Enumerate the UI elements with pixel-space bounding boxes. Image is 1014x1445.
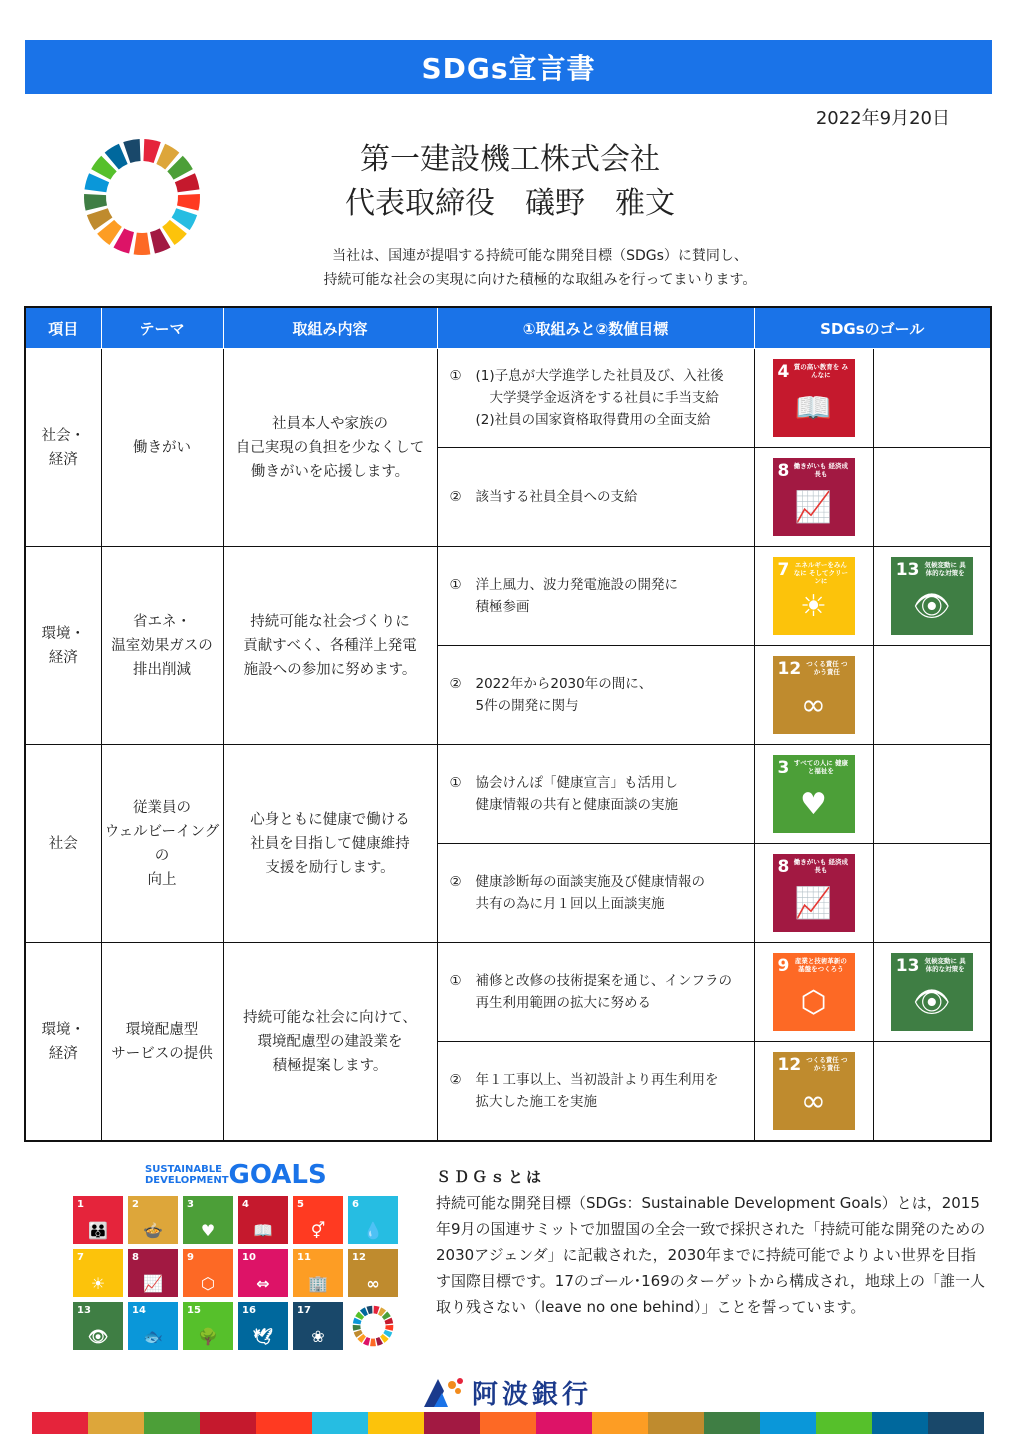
text-line: 心身ともに健康で働ける [250,811,410,828]
goal-label: 質の高い教育を みんなに [793,363,849,379]
sdg-wheel-mini-icon [348,1302,398,1350]
bank-mark-icon [420,1375,464,1409]
wheel-segment [123,139,140,163]
target-mark: ① [449,577,462,593]
sdg-mini-goal-15-icon [183,1302,233,1350]
text-line: 経済 [48,649,78,666]
text-line: 環境・ [41,625,85,642]
goal-glyph: ∞ [801,1084,826,1119]
mini-goal-glyph: 🐟 [143,1327,163,1346]
target-line: 積極参画 [475,599,530,615]
text-line: 持続可能な社会に向けて、 [243,1009,417,1026]
goal-label: 気候変動に 具体的な対策を [924,957,966,973]
text-line: 施設への参加に努めます。 [243,661,417,678]
goal-glyph: ∞ [801,688,826,723]
target-1-cell [437,547,754,646]
mini-goal-glyph: ⚥ [310,1221,326,1240]
sdg-mini-goal-10-icon [238,1249,288,1297]
logo-line2: DEVELOPMENT [145,1175,229,1186]
goal-glyph: 📖 [794,391,833,426]
mini-goal-number: 15 [187,1305,201,1316]
content-cell [223,745,437,943]
wheel-segment [84,194,107,211]
sdg-goal-7-icon [773,557,855,635]
mini-goal-number: 8 [132,1252,139,1263]
mini-goal-glyph: 📈 [143,1274,163,1293]
target-line: 再生利用範囲の拡大に努める [475,995,651,1011]
goal-number: 13 [895,956,920,976]
mini-goal-glyph: 👁 [87,1327,109,1346]
mini-goal-glyph: 🌳 [198,1327,218,1346]
target-1-cell [437,745,754,844]
goal-cell [754,745,873,844]
target-line: 大学奨学金返済をする社員に手当支給 [489,390,719,406]
mini-goal-number: 7 [77,1252,84,1263]
theme-cell [101,745,223,943]
stripe-segment [32,1412,88,1434]
target-mark: ② [449,676,462,692]
category-cell [25,745,101,943]
wheel-segment [177,194,200,211]
about-heading: ＳＤＧｓとは [436,1168,545,1186]
mini-goal-number: 1 [77,1199,84,1210]
text-line: ウェルビーイングの [104,823,220,864]
mini-goal-number: 5 [297,1199,304,1210]
declaration-date: 2022年9月20日 [815,108,950,129]
mini-wheel-icon [352,1305,394,1347]
company-block [300,138,720,226]
sdg-goal-13-icon [891,953,973,1031]
stripe-segment [88,1412,144,1434]
goal-glyph: 👁 [912,589,951,624]
sdg-goal-12-icon [773,656,855,734]
goal-cell [754,547,873,646]
wheel-segment [353,1325,361,1331]
target-line: (2)社員の国家資格取得費用の全面支給 [475,412,711,428]
goal-cell-empty [873,646,991,745]
mini-goal-glyph: ☀ [90,1274,106,1293]
goal-cell [754,943,873,1042]
color-stripe [32,1412,984,1434]
goal-number: 13 [895,560,920,580]
text-line: 働きがい [133,439,191,456]
text-line: 環境配慮型の建設業を [257,1033,403,1050]
goal-cell-empty [873,448,991,547]
table-row [25,349,991,448]
text-line: 持続可能な社会づくりに [250,613,410,630]
mini-goal-number: 14 [132,1305,146,1316]
mini-goal-glyph: ❀ [311,1327,325,1346]
header-category: 項目 [25,307,101,349]
mini-goal-glyph: ⬡ [201,1274,215,1293]
text-line: 経済 [48,1045,78,1062]
mini-goal-glyph: ⇔ [256,1274,270,1293]
wheel-segment [374,1306,380,1314]
text-line: 自己実現の負担を少なくして [235,439,425,456]
goal-glyph: 📈 [794,886,833,921]
mini-goal-glyph: 💧 [363,1221,383,1240]
goal-cell-empty [873,745,991,844]
sdg-goal-8-icon [773,854,855,932]
header-targets: ①取組みと②数値目標 [437,307,754,349]
bank-name: 阿波銀行 [472,1379,593,1410]
goal-glyph: 👁 [912,985,951,1020]
sdg-goal-12-icon [773,1052,855,1130]
target-line: (1)子息が大学進学した社員及び、入社後 [475,368,724,384]
mini-goal-glyph: ♥ [200,1221,216,1240]
goal-label: すべての人に 健康と福祉を [793,759,848,775]
target-mark: ② [449,874,462,890]
text-line: サービスの提供 [111,1045,213,1062]
stripe-segment [312,1412,368,1434]
sdgs-goals-grid [73,1196,399,1352]
sdg-mini-goal-9-icon [183,1249,233,1297]
goal-glyph: ⬡ [800,985,827,1020]
sdg-mini-goal-5-icon [293,1196,343,1244]
sdg-goal-3-icon [773,755,855,833]
sdg-mini-goal-7-icon [73,1249,123,1297]
bank-logo [420,1372,620,1412]
stripe-segment [816,1412,872,1434]
goal-cell [754,349,873,448]
wheel-segment [134,233,151,255]
stripe-segment [424,1412,480,1434]
sdg-mini-goal-16-icon [238,1302,288,1350]
target-1-cell [437,943,754,1042]
target-2-cell [437,646,754,745]
sdg-mini-goal-4-icon [238,1196,288,1244]
stripe-segment [648,1412,704,1434]
mini-goal-number: 10 [242,1252,256,1263]
target-mark: ① [449,368,462,384]
content-cell [223,547,437,745]
target-line: 2022年から2030年の間に、 [475,676,653,692]
target-line: 健康情報の共有と健康面談の実施 [475,797,678,813]
text-line: 貢献すべく、各種洋上発電 [243,637,417,654]
sdg-mini-goal-12-icon [348,1249,398,1297]
goal-glyph: ♥ [800,787,827,822]
target-mark: ① [449,973,462,989]
wheel-segment [385,1325,393,1331]
stripe-segment [200,1412,256,1434]
target-line: 協会けんぽ「健康宣言」も活用し [475,775,678,791]
mini-goal-number: 9 [187,1252,194,1263]
sdgs-table [24,306,992,1142]
category-cell [25,547,101,745]
mini-goal-number: 3 [187,1199,194,1210]
table-row [25,943,991,1042]
sdg-mini-goal-11-icon [293,1249,343,1297]
mini-goal-number: 2 [132,1199,139,1210]
sdg-mini-goal-14-icon [128,1302,178,1350]
stripe-segment [592,1412,648,1434]
mini-goal-number: 6 [352,1199,359,1210]
text-line: 支援を励行します。 [265,859,395,876]
sdg-mini-goal-17-icon [293,1302,343,1350]
goal-label: 産業と技術革新の 基盤をつくろう [794,957,847,973]
mini-goal-number: 13 [77,1305,91,1316]
wheel-segment [366,1306,372,1314]
stripe-segment [368,1412,424,1434]
text-line: 排出削減 [133,661,191,678]
category-cell [25,943,101,1142]
goal-cell-empty [873,349,991,448]
target-line: 洋上風力、波力発電施設の開発に [475,577,678,593]
sdg-mini-goal-13-icon [73,1302,123,1350]
target-2-cell [437,448,754,547]
goal-number: 7 [777,560,790,580]
table-row [25,745,991,844]
goal-label: 働きがいも 経済成長も [793,858,849,874]
mini-goal-glyph: 🏢 [308,1274,328,1293]
theme-cell [101,943,223,1142]
goal-cell [873,547,991,646]
mini-goal-number: 12 [352,1252,366,1263]
goal-label: 気候変動に 具体的な対策を [924,561,966,577]
sdg-mini-goal-6-icon [348,1196,398,1244]
goal-cell-empty [873,1042,991,1142]
target-1-cell [437,349,754,448]
goal-cell [754,448,873,547]
category-cell [25,349,101,547]
sdg-mini-goal-3-icon [183,1196,233,1244]
goal-cell [754,1042,873,1142]
logo-line1: SUSTAINABLE [145,1164,222,1175]
stripe-segment [760,1412,816,1434]
target-line: 5件の開発に関与 [475,698,579,714]
text-line: 社員を目指して健康維持 [250,835,410,852]
sdg-goal-9-icon [773,953,855,1031]
target-mark: ② [449,1072,462,1088]
content-cell [223,349,437,547]
text-line: 環境配慮型 [125,1021,199,1038]
table-header [25,307,991,349]
header-goals: SDGsのゴール [754,307,991,349]
mini-goal-glyph: 🍲 [143,1221,163,1240]
mini-goal-glyph: 🕊 [252,1327,274,1346]
stripe-segment [256,1412,312,1434]
text-line: 環境・ [41,1021,85,1038]
target-line: 拡大した施工を実施 [475,1094,597,1110]
wheel-segment [370,1338,376,1346]
mini-goal-glyph: 👪 [88,1221,108,1240]
text-line: 働きがいを応援します。 [250,463,410,480]
wheel-segment [143,139,160,163]
sdgs-goals-logo [145,1160,335,1190]
sdg-goal-4-icon [773,359,855,437]
text-line: 省エネ・ [133,613,191,630]
intro-line: 当社は、国連が提唱する持続可能な開発目標（SDGs）に賛同し、 [332,248,748,264]
theme-cell [101,349,223,547]
goal-cell [873,943,991,1042]
text-line: 社会・ [41,427,85,444]
sdg-mini-goal-2-icon [128,1196,178,1244]
target-line: 補修と改修の技術提案を通じ、インフラの [475,973,732,989]
goal-cell-empty [873,844,991,943]
text-line: 経済 [48,451,78,468]
stripe-segment [480,1412,536,1434]
mini-goal-glyph: ∞ [366,1274,380,1293]
goal-glyph: 📈 [794,490,833,525]
stripe-segment [872,1412,928,1434]
header-theme: テーマ [101,307,223,349]
mini-goal-number: 4 [242,1199,249,1210]
target-line: 年１工事以上、当初設計より再生利用を [475,1072,719,1088]
page-title: SDGs宣言書 [25,40,992,94]
goal-number: 9 [777,956,790,976]
intro-text [290,244,790,292]
stripe-segment [928,1412,984,1434]
stripe-segment [704,1412,760,1434]
goal-glyph: ☀ [800,589,827,624]
goal-number: 8 [777,857,790,877]
goal-number: 12 [777,659,802,679]
text-line: 社員本人や家族の [272,415,388,432]
text-line: 従業員の [133,799,191,816]
target-2-cell [437,844,754,943]
mini-goal-number: 17 [297,1305,311,1316]
about-text: 持続可能な開発目標（SDGs：Sustainable Development Goals）とは，2015年9月の国連サミットで加盟国の全会一致で採択された「持続可能な開発のための2030アジェンダ」に記載された，2030年までに持続可能でよりよい世界を目指す国際目標です。17のゴール･169のターゲットから構成され，地球上の「誰一人取り残さない（leave no one behind）」ことを誓っています。 [436,1194,986,1316]
table-row [25,547,991,646]
goal-cell [754,844,873,943]
sdg-mini-goal-1-icon [73,1196,123,1244]
text-line: 向上 [147,871,177,888]
mini-goal-number: 11 [297,1252,311,1263]
theme-cell [101,547,223,745]
sdg-goal-13-icon [891,557,973,635]
content-cell [223,943,437,1142]
company-name: 第一建設機工株式会社 [360,142,660,177]
goal-number: 8 [777,461,790,481]
text-line: 積極提案します。 [272,1057,388,1074]
logo-goals-word: GOALS [228,1160,327,1190]
sdg-goal-8-icon [773,458,855,536]
mini-goal-glyph: 📖 [253,1221,273,1240]
stripe-segment [536,1412,592,1434]
mini-goal-number: 16 [242,1305,256,1316]
goal-number: 3 [777,758,790,778]
target-line: 健康診断毎の面談実施及び健康情報の [475,874,705,890]
text-line: 社会 [48,835,78,852]
intro-line: 持続可能な社会の実現に向けた積極的な取組みを行ってまいります。 [323,272,757,288]
target-mark: ① [449,775,462,791]
goal-number: 12 [777,1055,802,1075]
sdg-mini-goal-8-icon [128,1249,178,1297]
goal-label: つくる責任 つかう責任 [806,1056,848,1072]
header-content: 取組み内容 [223,307,437,349]
goal-label: 働きがいも 経済成長も [793,462,849,478]
target-mark: ② [449,489,462,505]
goal-cell [754,646,873,745]
sdgs-wheel-logo [82,137,202,257]
stripe-segment [144,1412,200,1434]
goal-label: つくる責任 つかう責任 [806,660,848,676]
representative: 代表取締役 礒野 雅文 [345,186,675,221]
goal-number: 4 [777,362,790,382]
target-line: 共有の為に月１回以上面談実施 [475,896,665,912]
text-line: 温室効果ガスの [111,637,213,654]
goal-label: エネルギーをみんなに そしてクリーンに [793,561,849,585]
target-2-cell [437,1042,754,1142]
target-line: 該当する社員全員への支給 [475,489,638,505]
